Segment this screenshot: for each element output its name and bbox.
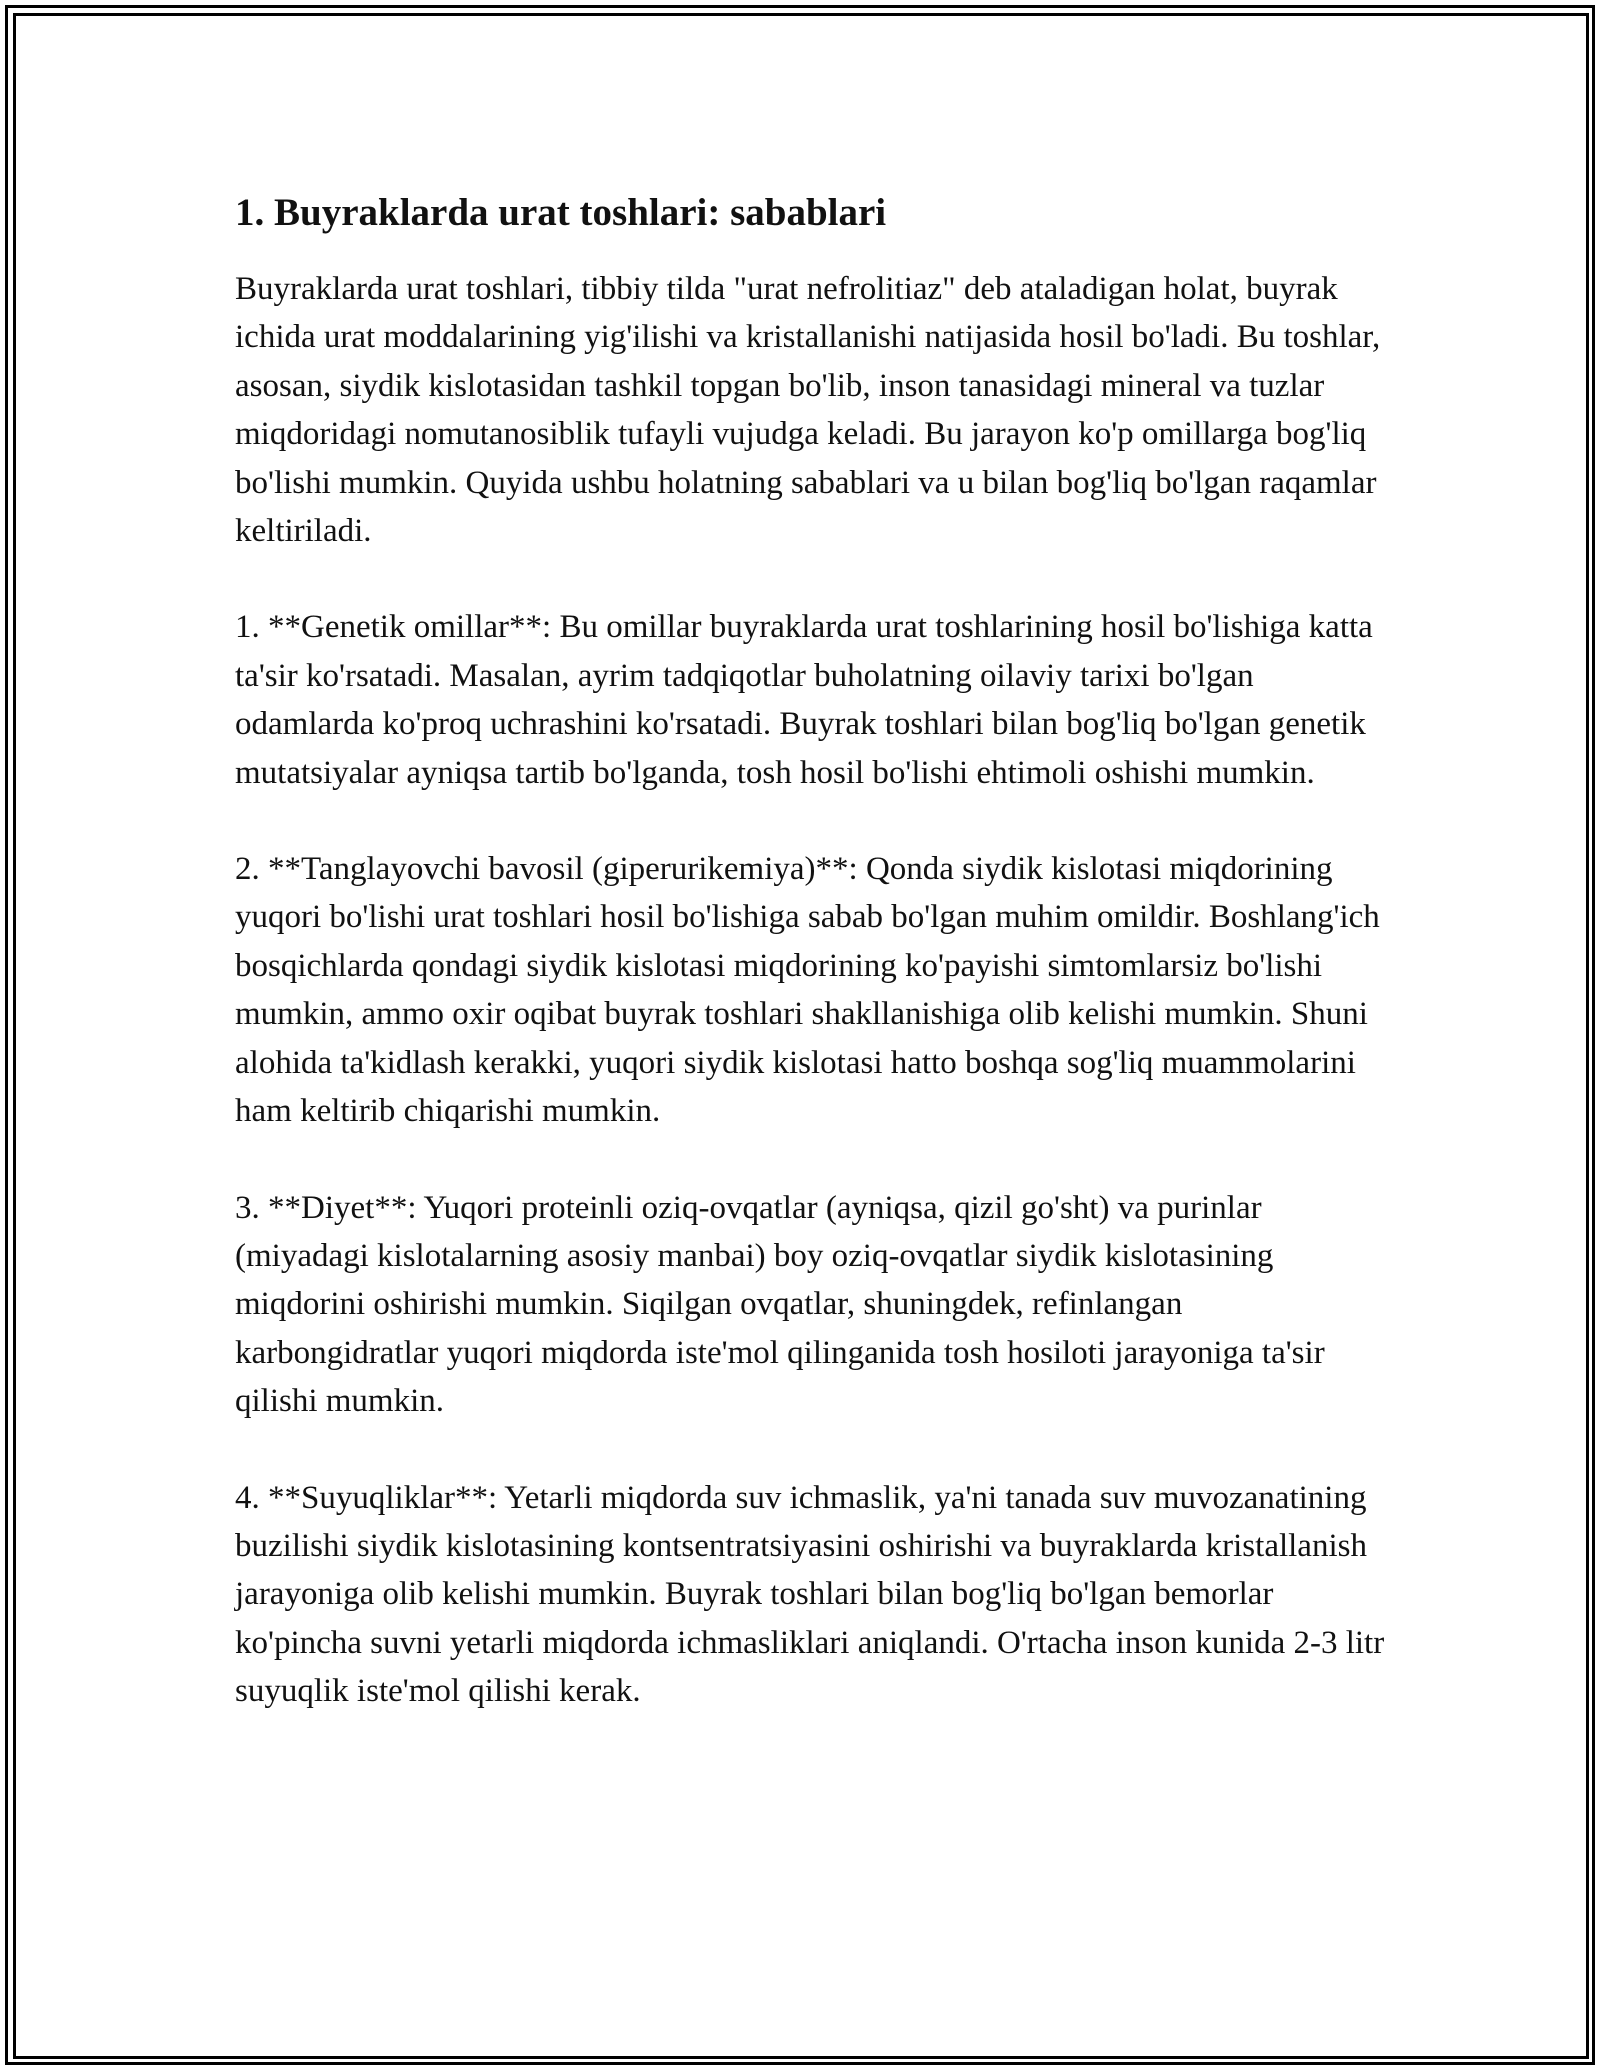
paragraph-intro: Buyraklarda urat toshlari, tibbiy tilda "urat nefrolitiaz" deb ataladigan holat, buyrak ichida urat moddalarining yig'ilishi va kristallanishi natijasida hosil bo'ladi. Bu toshlar, asosan, siydik kislotasidan tashkil topgan bo'lib, inson tanasidagi mineral va tuzlar miqdoridagi nomutanosiblik tufayli vujudga keladi. Bu jarayon ko'p omillarga bog'liq bo'lishi mumkin. Quyida ushbu holatning sabablari va u bilan bog'liq bo'lgan raqamlar keltiriladi. bbox=[235, 271, 1381, 550]
paragraph-diet: 3. **Diyet**: Yuqori proteinli oziq-ovqatlar (ayniqsa, qizil go'sht) va purinlar (miyadagi kislotalarning asosiy manbai) boy oziq-ovqatlar siydik kislotasining miqdorini oshirishi mumkin. Siqilgan ovqatlar, shuningdek, refinlangan karbongidratlar yuqori miqdorda iste'mol qilinganida tosh hosiloti jarayoniga ta'sir qilishi mumkin. bbox=[235, 1189, 1325, 1420]
document-title: 1. Buyraklarda urat toshlari: sabablari bbox=[235, 191, 887, 234]
paragraph-hyperuricemia: 2. **Tanglayovchi bavosil (giperurikemiya)**: Qonda siydik kislotasi miqdorining yuqori bo'lishi urat toshlari hosil bo'lishiga sabab bo'lgan muhim omildir. Boshlang'ich bosqichlarda qondagi siydik kislotasi miqdorining ko'payishi simtomlarsiz bo'lishi mumkin, ammo oxir oqibat buyrak toshlari shakllanishiga olib kelishi mumkin. Shuni alohida ta'kidlash kerakki, yuqori siydik kislotasi hatto boshqa sog'liq muammolarini ham keltirib chiqarishi mumkin. bbox=[235, 851, 1380, 1130]
paragraph-fluids: 4. **Suyuqliklar**: Yetarli miqdorda suv ichmaslik, ya'ni tanada suv muvozanatining buzilishi siydik kislotasining kontsentratsiyasini oshirishi va buyraklarda kristallanish jarayoniga olib kelishi mumkin. Buyrak toshlari bilan bog'liq bo'lgan bemorlar ko'pincha suvni yetarli miqdorda ichmasliklari aniqlandi. O'rtacha inson kunida 2-3 litr suyuqlik iste'mol qilishi kerak. bbox=[235, 1479, 1385, 1710]
paragraph-genetic-factors: 1. **Genetik omillar**: Bu omillar buyraklarda urat toshlarining hosil bo'lishiga katta ta'sir ko'rsatadi. Masalan, ayrim tadqiqotlar buholatning oilaviy tarixi bo'lgan odamlarda ko'proq uchrashini ko'rsatadi. Buyrak toshlari bilan bog'liq bo'lgan genetik mutatsiyalar ayniqsa tartib bo'lganda, tosh hosil bo'lishi ehtimoli oshishi mumkin. bbox=[235, 609, 1373, 791]
document-body bbox=[235, 185, 1385, 1764]
